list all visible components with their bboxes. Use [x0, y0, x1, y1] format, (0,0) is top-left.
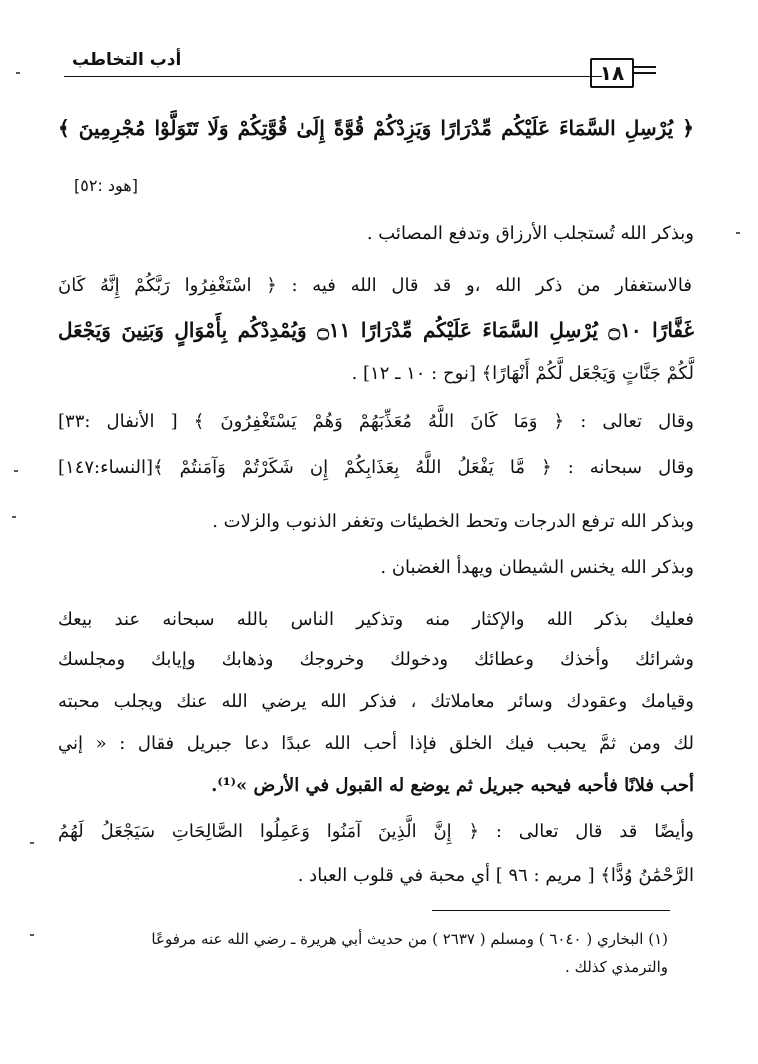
text-line-1: ﴿ يُرْسِلِ السَّمَاءَ عَلَيْكُم مِّدْرَارًا وَيَزِدْكُمْ قُوَّةً إِلَىٰ قُوَّتِكُمْ وَلَا تَتَوَلَّوْا مُجْرِمِينَ ﴾ — [58, 116, 694, 140]
scan-speck — [736, 232, 740, 234]
text-line-3: وبذكر الله تُستجلب الأرزاق وتدفع المصائب . — [366, 223, 694, 244]
text-line-10: وبذكر الله يخنس الشيطان ويهدأ الغضبان . — [380, 557, 694, 578]
text-line-14: لك ومن ثمَّ يحبب فيك الخلق فإذا أحب الله عبدًا دعا جبريل فقال : « إني — [58, 733, 694, 754]
text-line-6: لَّكُمْ جَنَّاتٍ وَيَجْعَل لَّكُمْ أَنْهَارًا﴾ [نوح : ١٠ ـ ١٢] . — [351, 363, 694, 384]
text-line-9: وبذكر الله ترفع الدرجات وتحط الخطيئات وتغفر الذنوب والزلات . — [212, 511, 694, 532]
text-line-11: فعليك بذكر الله والإكثار منه وتذكير الناس بالله سبحانه عند بيعك — [58, 609, 694, 630]
scan-speck — [12, 516, 16, 518]
text-line-12: وشرائك وأخذك وعطائك ودخولك وخروجك وذهابك وإيابك ومجلسك — [58, 649, 694, 670]
scan-speck — [30, 842, 34, 844]
text-line-8: وقال سبحانه : ﴿ مَّا يَفْعَلُ اللَّهُ بِعَذَابِكُمْ إِن شَكَرْتُمْ وَآمَنتُمْ ﴾[النساء:١٤٧] — [58, 457, 694, 478]
text-line-4: فالاستغفار من ذكر الله ،و قد قال الله فيه : ﴿ اسْتَغْفِرُوا رَبَّكُمْ إِنَّهُ كَانَ — [58, 275, 692, 296]
footnote-line-1: (١) البخاري ( ٦٠٤٠ ) ومسلم ( ٢٦٣٧ ) من حديث أبي هريرة ـ رضي الله عنه مرفوعًا — [151, 930, 668, 948]
page-number-ornament — [632, 66, 656, 78]
scan-speck — [16, 72, 20, 74]
text-line-2: [هود :٥٢] — [74, 176, 138, 195]
text-line-15: أحب فلانًا فأحبه فيحبه جبريل ثم يوضع له القبول في الأرض »⁽¹⁾. — [211, 775, 694, 796]
text-line-16: وأيضًا قد قال تعالى : ﴿ إِنَّ الَّذِينَ آمَنُوا وَعَمِلُوا الصَّالِحَاتِ سَيَجْعَلُ لَهُمُ — [58, 821, 694, 842]
text-line-7: وقال تعالى : ﴿ وَمَا كَانَ اللَّهُ مُعَذِّبَهُمْ وَهُمْ يَسْتَغْفِرُونَ ﴾ [ الأنفال :٣٣] — [58, 411, 694, 432]
text-line-5: غَفَّارًا ۝١٠ يُرْسِلِ السَّمَاءَ عَلَيْكُم مِّدْرَارًا ۝١١ وَيُمْدِدْكُم بِأَمْوَالٍ وَبَنِينَ وَيَجْعَل — [58, 318, 694, 342]
running-header-title: أدب التخاطب — [72, 50, 182, 70]
header-rule — [64, 76, 602, 77]
text-line-13: وقيامك وعقودك وسائر معاملاتك ، فذكر الله يرضي الله عنك ويجلب محبته — [58, 691, 694, 712]
footnote-line-2: والترمذي كذلك . — [565, 958, 668, 976]
scan-speck — [30, 934, 34, 936]
page-number: ١٨ — [590, 58, 634, 88]
footnote-rule — [432, 910, 670, 911]
scan-speck — [14, 470, 18, 472]
text-line-17: الرَّحْمَٰنُ وُدًّا﴾ [ مريم : ٩٦ ] أي محبة في قلوب العباد . — [297, 865, 694, 886]
